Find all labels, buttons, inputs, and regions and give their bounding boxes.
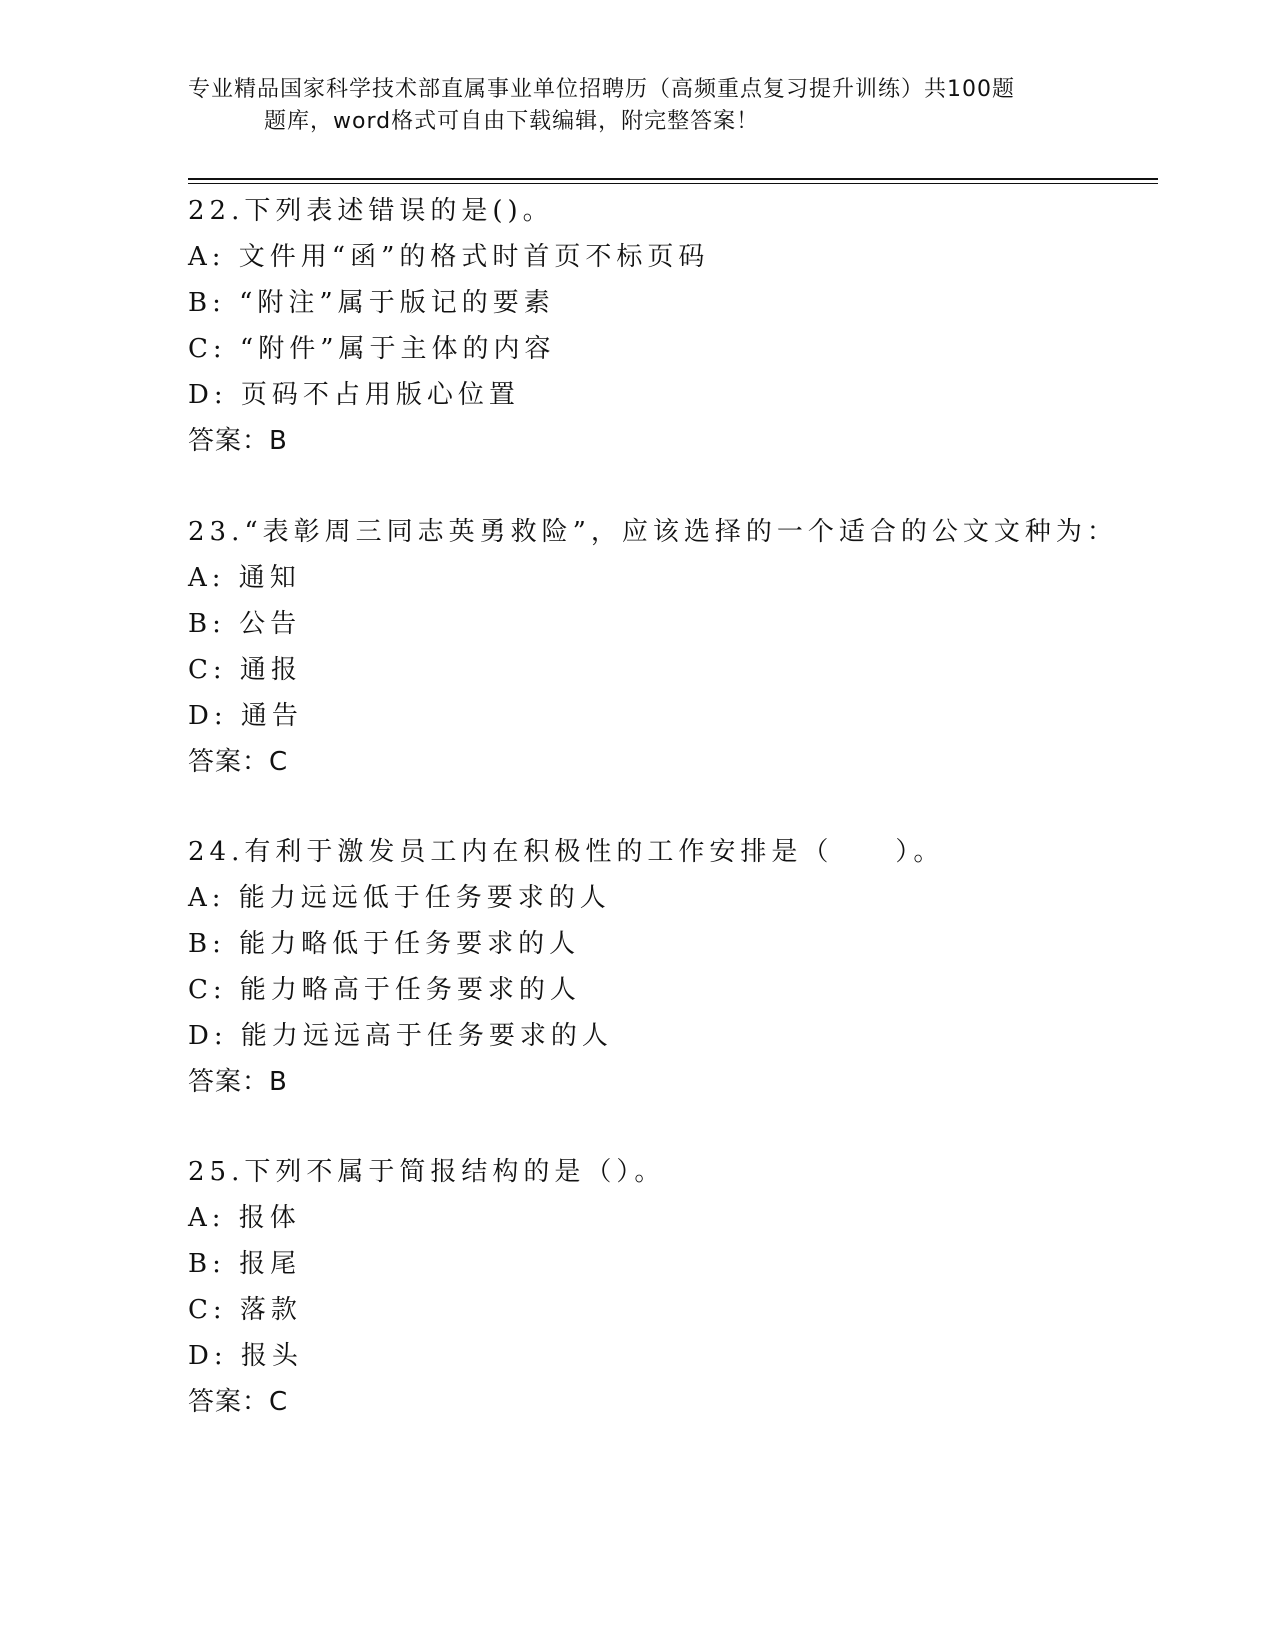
question-text: 24.有利于激发员工内在积极性的工作安排是（ ）。 (188, 837, 945, 867)
header-divider-thick (188, 178, 1158, 180)
option-c: C: “附件”属于主体的内容 (188, 334, 556, 364)
answer-line: 答案：C (188, 1387, 289, 1417)
question-text: 23.“表彰周三同志英勇救险”，应该选择的一个适合的公文文种为： (188, 517, 1118, 547)
answer-line: 答案：B (188, 1067, 288, 1097)
option-d: D: 页码不占用版心位置 (188, 380, 520, 410)
option-b: B: 报尾 (188, 1249, 302, 1279)
option-b: B: “附注”属于版记的要素 (188, 288, 555, 318)
answer-line: 答案：B (188, 426, 288, 456)
option-c: C: 落款 (188, 1295, 302, 1325)
option-b: B: 能力略低于任务要求的人 (188, 929, 581, 959)
header-title-line1: 专业精品国家科学技术部直属事业单位招聘历（高频重点复习提升训练）共100题 (188, 77, 1015, 102)
option-a: A: 文件用“函”的格式时首页不标页码 (188, 242, 710, 272)
option-d: D: 能力远远高于任务要求的人 (188, 1021, 613, 1051)
option-d: D: 通告 (188, 701, 303, 731)
option-c: C: 能力略高于任务要求的人 (188, 975, 581, 1005)
option-b: B: 公告 (188, 609, 302, 639)
question-25 (188, 1149, 1148, 1425)
option-d: D: 报头 (188, 1341, 303, 1371)
option-a: A: 通知 (188, 563, 301, 593)
question-24 (188, 829, 1148, 1105)
document-header (188, 74, 1108, 138)
option-c: C: 通报 (188, 655, 302, 685)
option-a: A: 能力远远低于任务要求的人 (188, 883, 611, 913)
question-22 (188, 188, 1148, 464)
header-divider-thin (188, 183, 1158, 184)
answer-line: 答案：C (188, 747, 289, 777)
question-23 (188, 509, 1148, 785)
question-text: 22.下列表述错误的是()。 (188, 196, 554, 226)
question-text: 25.下列不属于简报结构的是（）。 (188, 1157, 666, 1187)
option-a: A: 报体 (188, 1203, 301, 1233)
header-title-line2: 题库，word格式可自由下载编辑，附完整答案！ (264, 109, 760, 134)
